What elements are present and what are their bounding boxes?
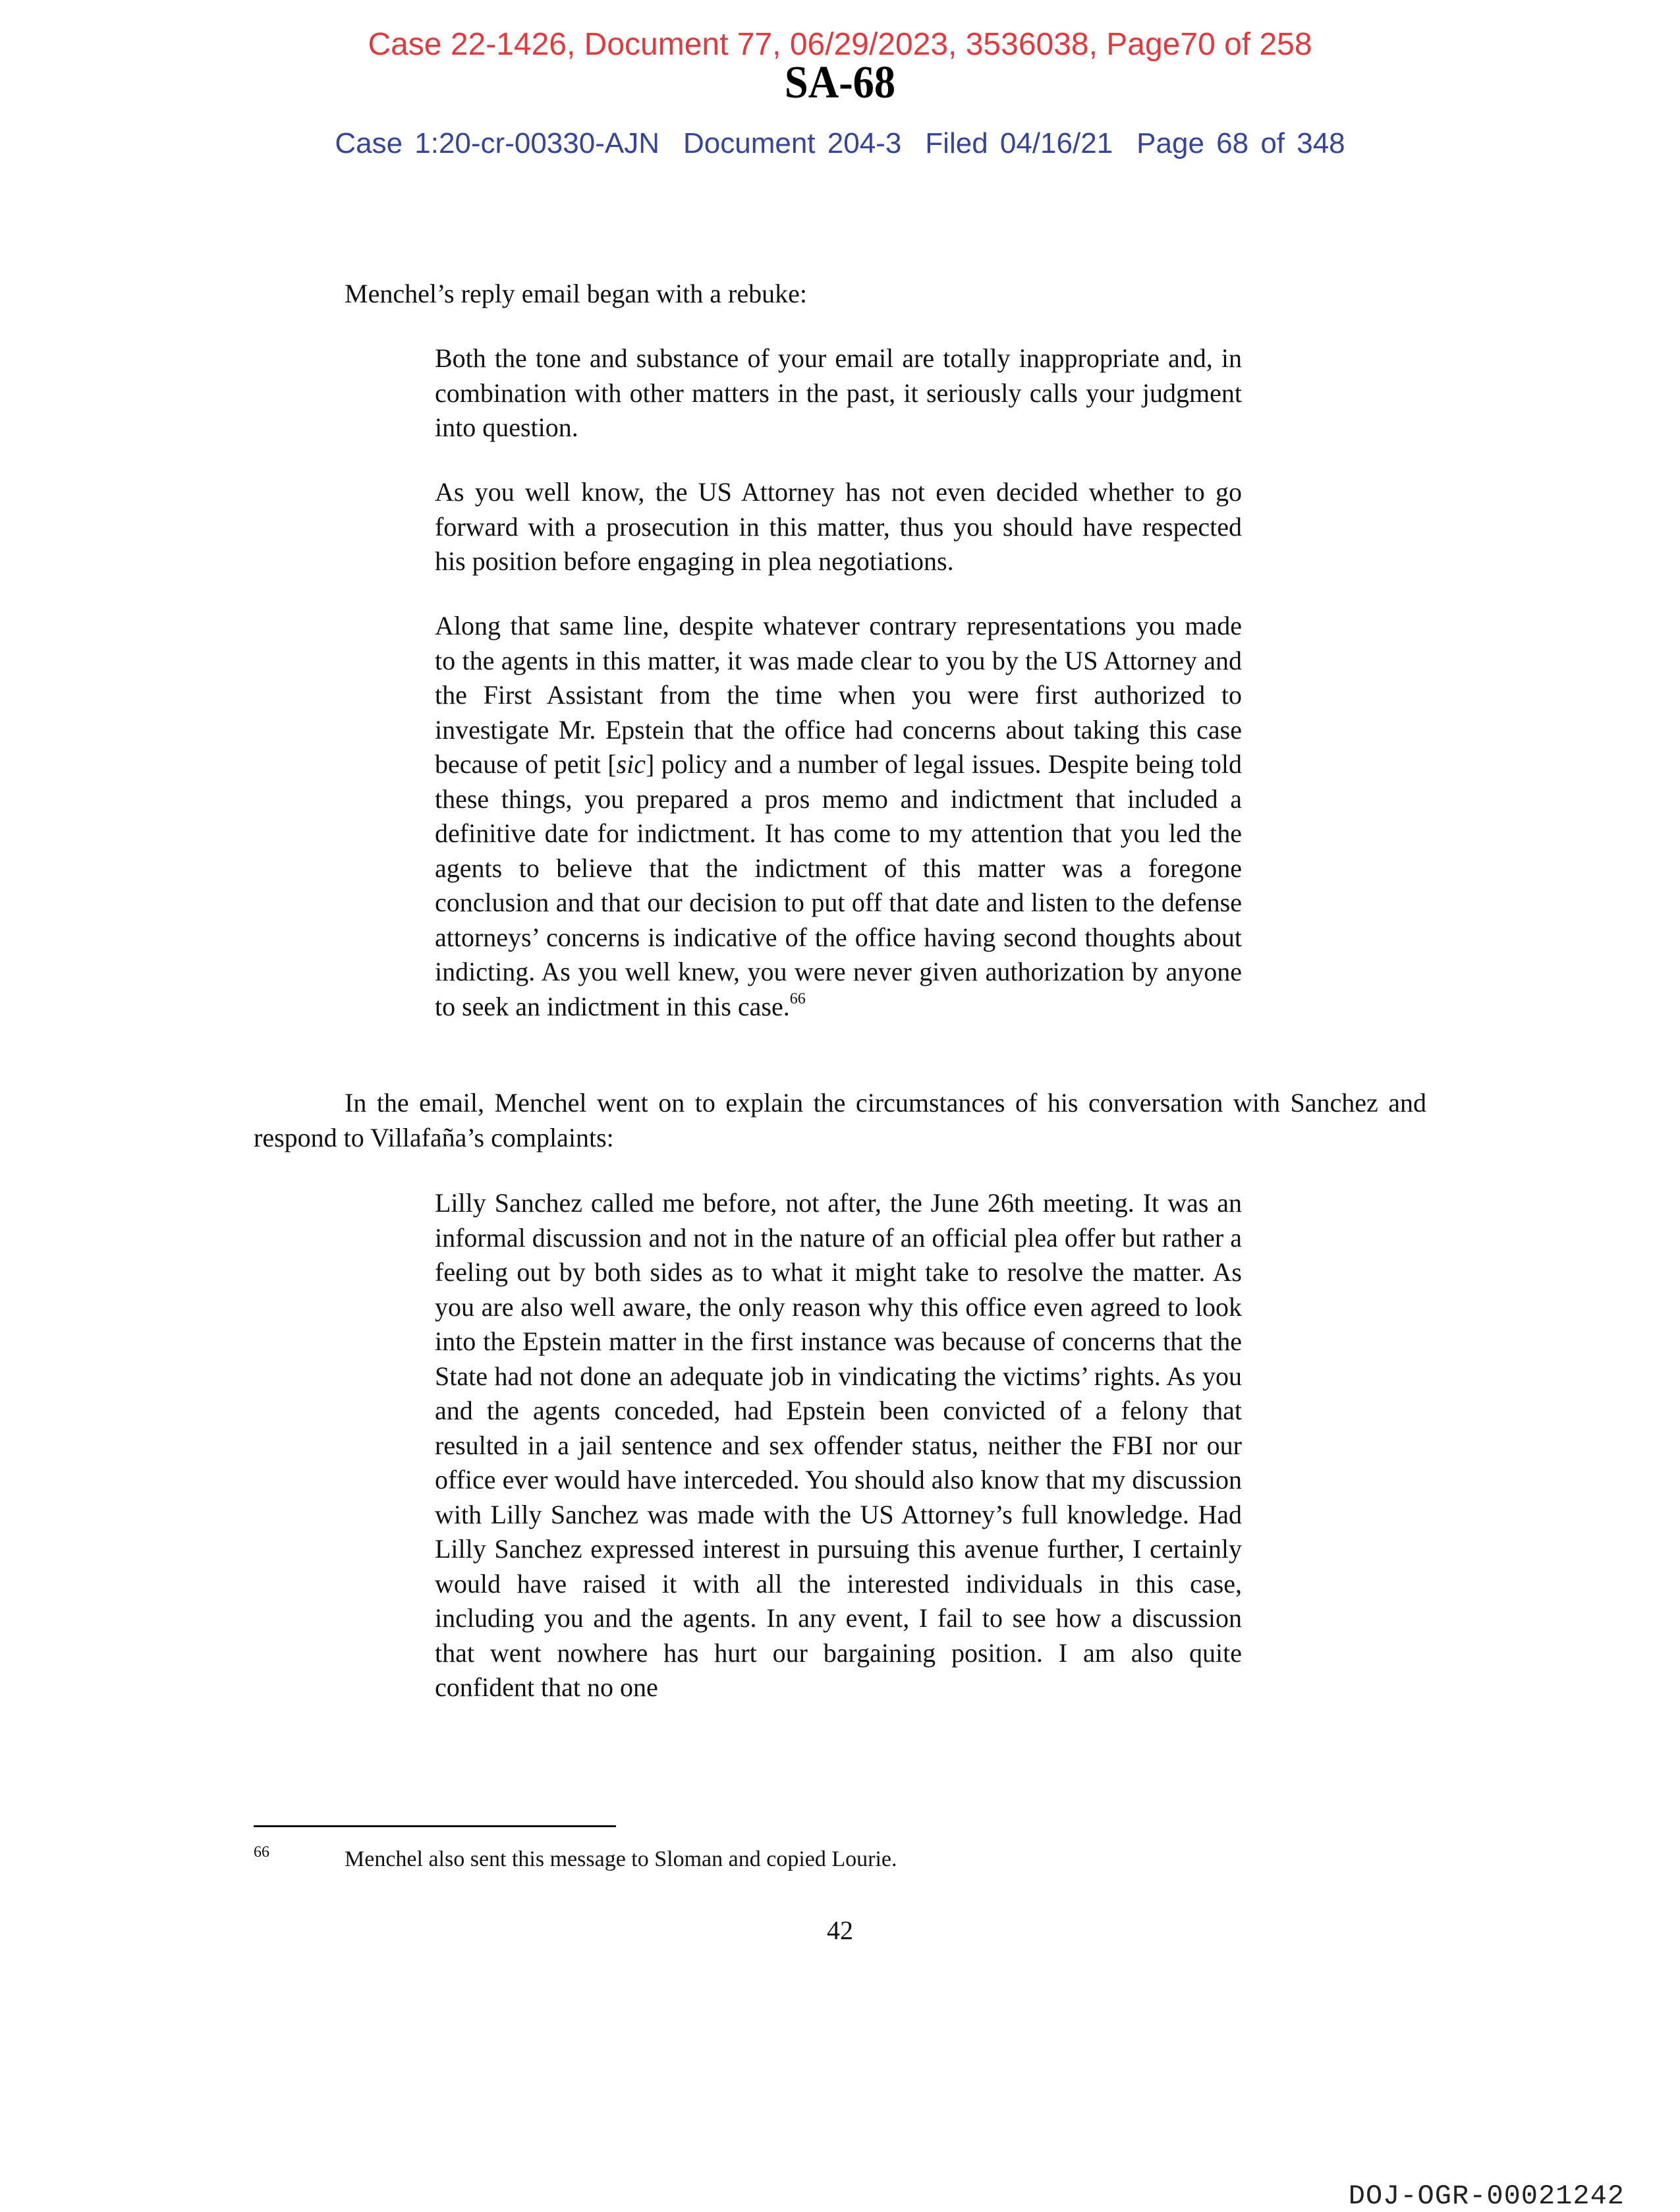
district-case-stamp	[0, 125, 1680, 162]
footnote-number: 66	[254, 1844, 269, 1861]
page-number: 42	[827, 1915, 853, 1945]
block-quote-4: Lilly Sanchez called me before, not after, the June 26th meeting. It was an informal discussion and not in the nature of an official plea offer but rather a feeling out by both sides as to what it might take to resolve the matter. As you are also well aware, the only reason why this office even agreed to look into the Epstein matter in the first instance was because of concerns that the State had not done an adequate job in vindicating the victims’ rights. As you and the agents conceded, had Epstein been convicted of a felony that resulted in a jail sentence and sex offender status, neither the FBI nor our office ever would have interceded. You should also know that my discussion with Lilly Sanchez was made with the US Attorney’s full knowledge. Had Lilly Sanchez expressed interest in pursuing this avenue further, I certainly would have raised it with all the interested individuals in this case, including you and the agents. In any event, I fail to see how a discussion that went nowhere has hurt our bargaining position. I am also quite confident that no one	[435, 1188, 1242, 1702]
appellate-case-stamp: Case 22-1426, Document 77, 06/29/2023, 3536038, Page70 of 258	[368, 27, 1312, 62]
transition-paragraph: In the email, Menchel went on to explain the circumstances of his conversation with Sanchez and respond to Villafaña’s complaints:	[254, 1088, 1426, 1152]
bates-number: DOJ-OGR-00021242	[1348, 2180, 1625, 2212]
district-document-number: Document 204-3	[683, 127, 902, 159]
quote-3-text-b: ] policy and a number of legal issues. Despite being told these things, you prepared a pros memo and indictment that included a definitive date for indictment. It has come to my attention that you led the agents to believe that the indictment of this matter was a foregone conclusion and that our decision to put off that date and listen to the defense attorneys’ concerns is indicative of the office having second thoughts about indicting. As you well knew, you were never given authorization by anyone to seek an indictment in this case.	[435, 749, 1242, 1021]
district-page-count: Page 68 of 348	[1136, 127, 1345, 159]
appendix-page-label: SA-68	[784, 57, 896, 108]
sic-marker: sic	[616, 749, 646, 779]
district-filed-date: Filed 04/16/21	[925, 127, 1113, 159]
footnote-text: Menchel also sent this message to Sloman and copied Lourie.	[345, 1847, 897, 1871]
block-quote-2: As you well know, the US Attorney has not even decided whether to go forward with a prosecution in this matter, thus you should have respected his position before engaging in plea negotiations.	[435, 477, 1242, 576]
quote-3-text-a: Along that same line, despite whatever contrary representations you made to the agents in this matter, it was made clear to you by the US Attorney and the First Assistant from the time when you were first authorized to investigate Mr. Epstein that the office had concerns about taking this case because of petit [	[435, 611, 1242, 779]
block-quote-3	[435, 609, 1242, 1024]
block-quote-1: Both the tone and substance of your email are totally inappropriate and, in combination with other matters in the past, it seriously calls your judgment into question.	[435, 343, 1242, 442]
footnote-separator	[254, 1825, 616, 1827]
district-case-number: Case 1:20-cr-00330-AJN	[335, 127, 659, 159]
intro-paragraph: Menchel’s reply email began with a rebuke:	[345, 279, 807, 308]
footnote-reference-66[interactable]: 66	[789, 990, 806, 1007]
